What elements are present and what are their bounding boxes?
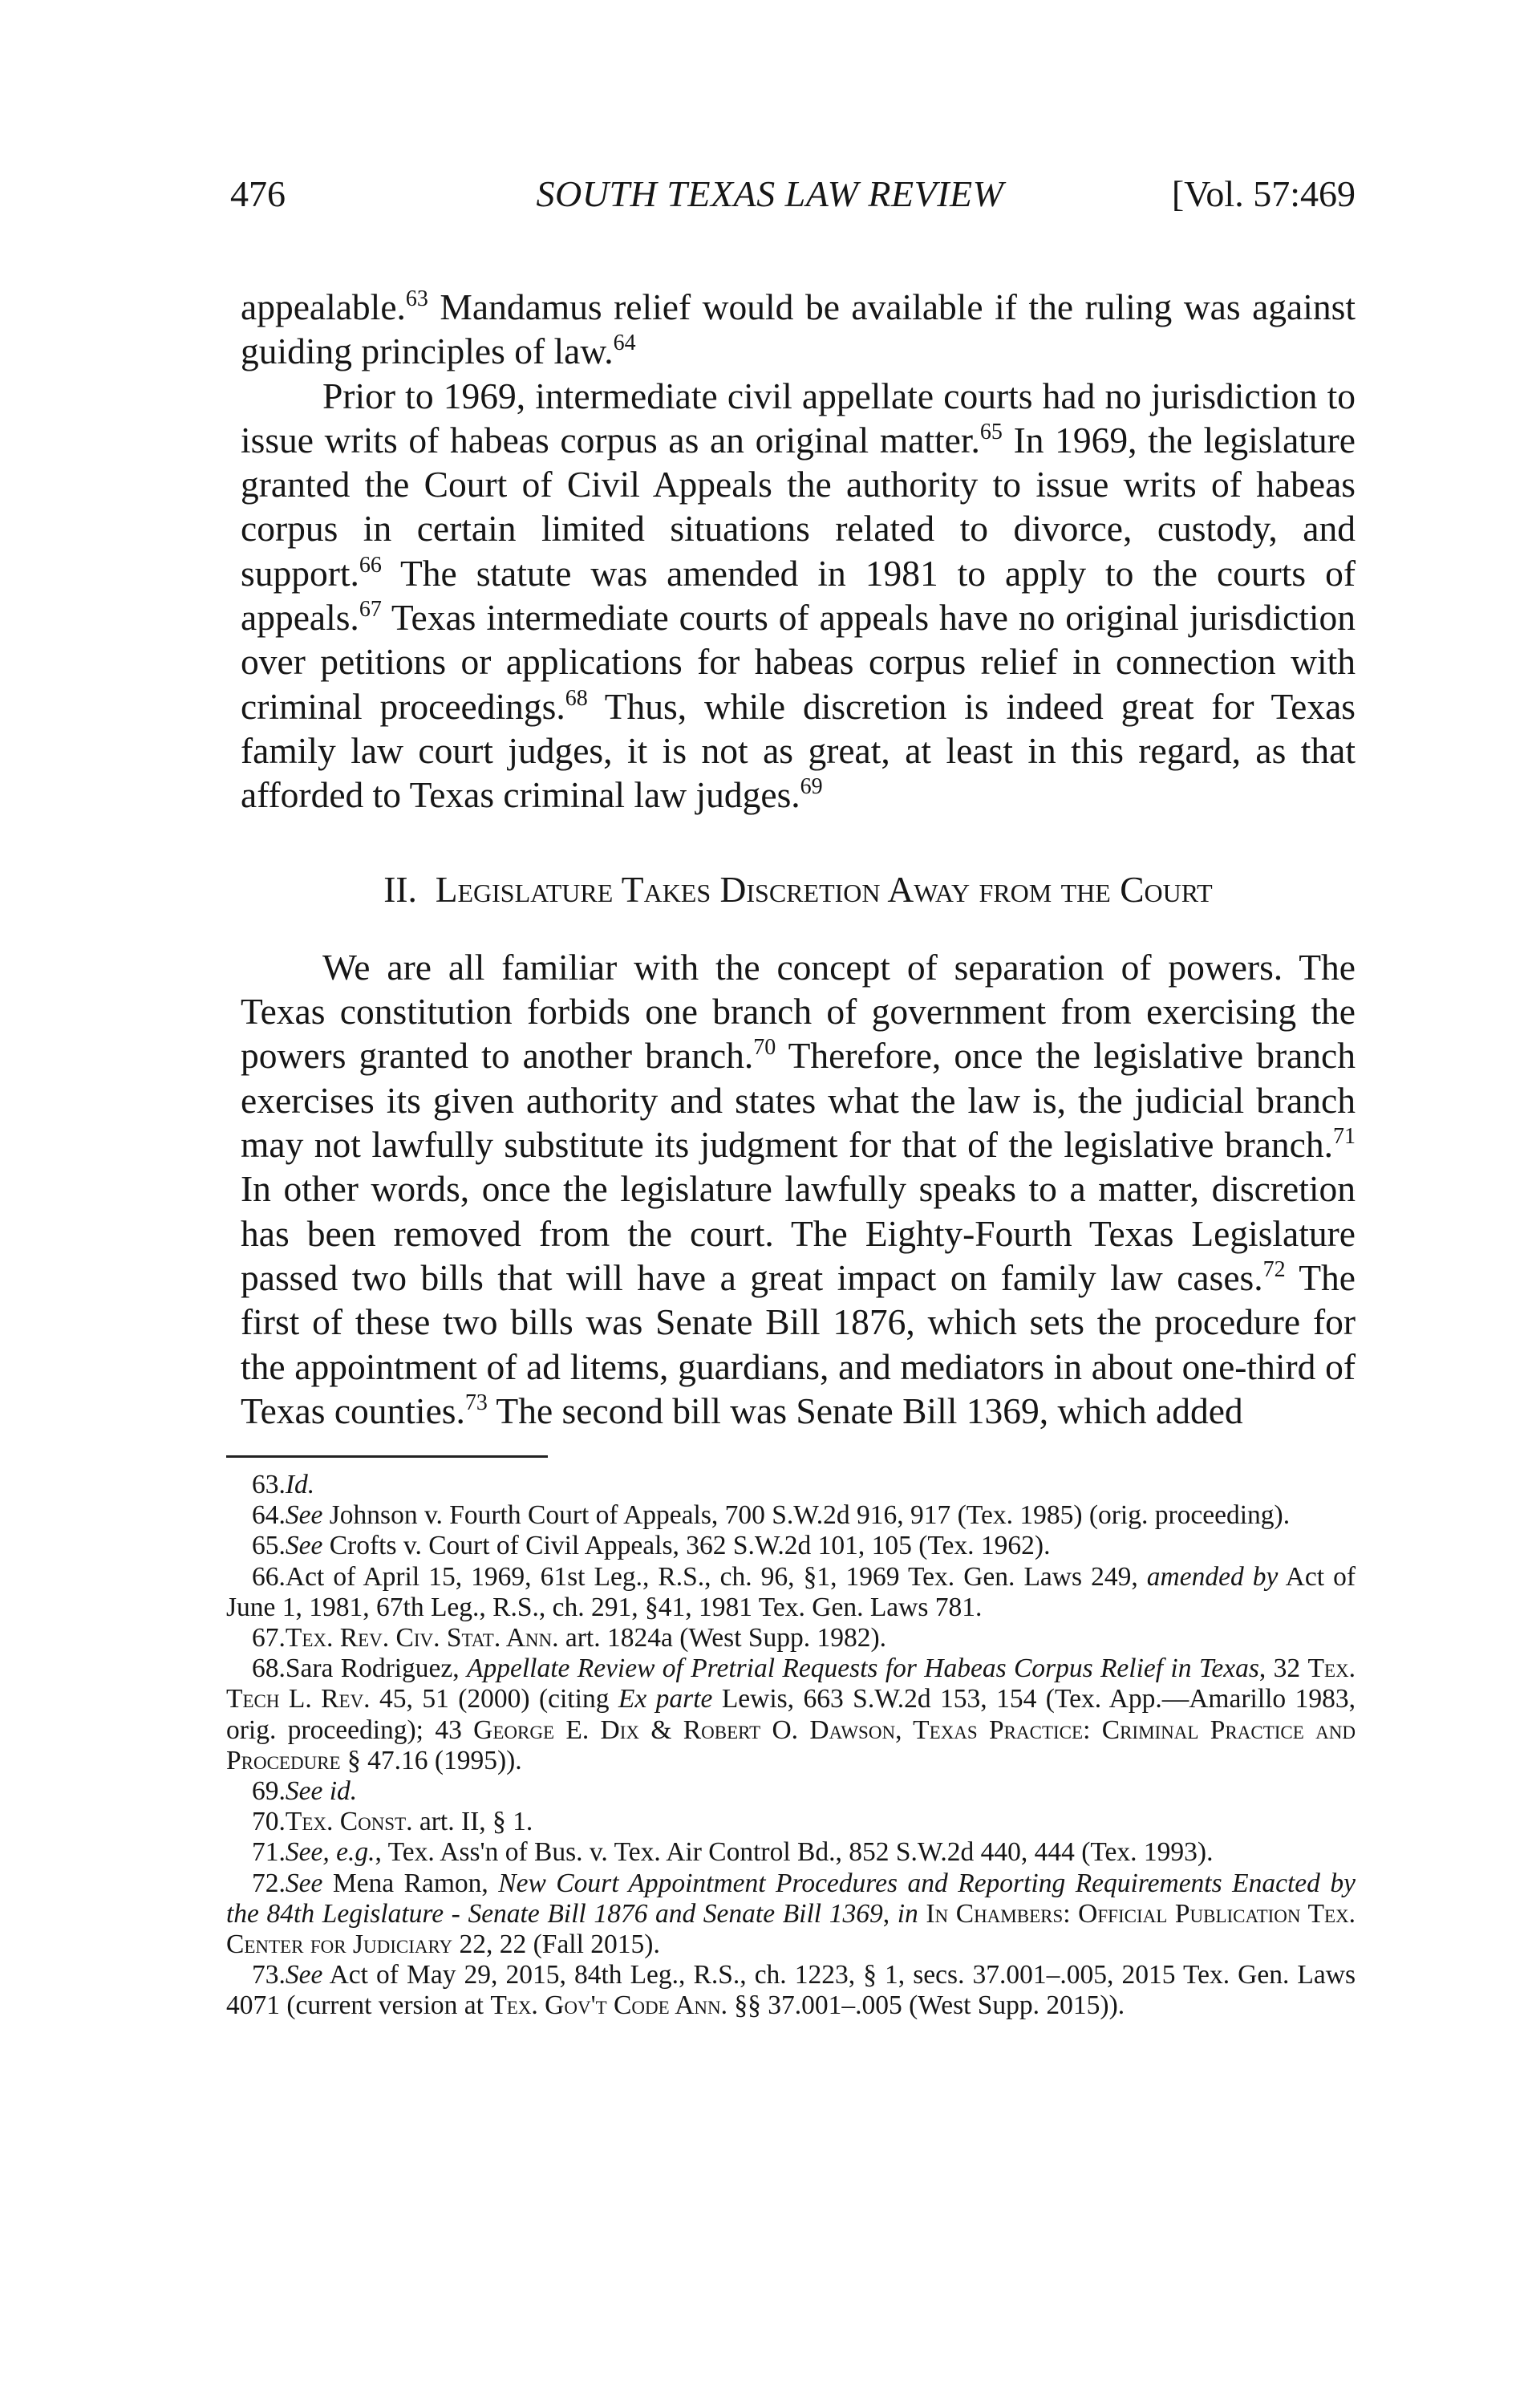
footnote-68: 68.Sara Rodriguez, Appellate Review of Pretrial Requests for Habeas Corpus Relief in Texas, 32 Tex. Tech L. Rev. 45, 51 (2000) (citing Ex parte Lewis, 663 S.W.2d 153, 154 (Tex. App.—Amarillo 1983, orig. proceeding); 43 George E. Dix & Robert O. Dawson, Texas Practice: Criminal Practice and Procedure § 47.16 (1995)). [226, 1653, 1356, 1775]
footnote-ref-65[interactable]: 65 [979, 419, 1003, 444]
footnote-63: 63.Id. [252, 1470, 315, 1499]
footnote-ref-63[interactable]: 63 [405, 286, 428, 311]
journal-title: SOUTH TEXAS LAW REVIEW [536, 173, 1004, 214]
body-text [241, 285, 1356, 1433]
footnote-ref-69[interactable]: 69 [800, 774, 823, 800]
footnotes [226, 1470, 1356, 2022]
footnote-65: 65.See Crofts v. Court of Civil Appeals, 362 S.W.2d 101, 105 (Tex. 1962). [252, 1531, 1051, 1561]
footnote-64: 64.See Johnson v. Fourth Court of Appeals, 700 S.W.2d 916, 917 (Tex. 1985) (orig. proceeding). [252, 1500, 1291, 1531]
footnote-72: 72.See Mena Ramon, New Court Appointment Procedures and Reporting Requirements Enacted by the 84th Legislature - Senate Bill 1876 and Senate Bill 1369, in In Chambers: Official Publication Tex. Center for Judiciary 22, 22 (Fall 2015). [226, 1868, 1356, 1960]
volume-citation: [Vol. 57:469 [1171, 173, 1356, 214]
footnote-divider [226, 1455, 548, 1458]
paragraph-2: Prior to 1969, intermediate civil appellate courts had no jurisdiction to issue writs of habeas corpus as an original matter.$^{65}$ In 1969, the legislature granted the Court of Civil Appeals the authority to issue writs of habeas corpus in certain limited situations related to divorce, custody, and support.$^{66}$ The statute was amended in 1981 to apply to the courts of appeals.$^{67}$ Texas intermediate courts of appeals have no original jurisdiction over petitions or applications for habeas corpus relief in connection with criminal proceedings.$^{68}$ Thus, while discretion is indeed great for Texas family law court judges, it is not as great, at least in this regard, as that afforded to Texas criminal law judges.$^{69}$ [241, 375, 1356, 816]
section-heading [241, 867, 1356, 911]
footnote-73: 73.See Act of May 29, 2015, 84th Leg., R.S., ch. 1223, § 1, secs. 37.001–.005, 2015 Tex. Gen. Laws 4071 (current version at Tex. Gov't Code Ann. §§ 37.001–.005 (West Supp. 2015)). [226, 1960, 1356, 2021]
paragraph-3: We are all familiar with the concept of separation of powers. The Texas constitution forbids one branch of government from exercising the powers granted to another branch.$^{70}$ Therefore, once the legislative branch exercises its given authority and states what the law is, the judicial branch may not lawfully substitute its judgment for that of the legislative branch.$^{71}$ In other words, once the legislature lawfully speaks to a matter, discretion has been removed from the court. The Eighty-Fourth Texas Legislature passed two bills that will have a great impact on family law cases.$^{72}$ The first of these two bills was Senate Bill 1876, which sets the procedure for the appointment of ad litems, guardians, and mediators in about one-third of Texas counties.$^{73}$ The second bill was Senate Bill 1369, which added [241, 946, 1356, 1431]
footnote-70: 70.Tex. Const. art. II, § 1. [252, 1807, 533, 1837]
footnote-ref-71[interactable]: 71 [1333, 1124, 1356, 1150]
footnote-ref-68[interactable]: 68 [565, 685, 588, 711]
footnote-ref-66[interactable]: 66 [359, 552, 382, 578]
footnote-ref-64[interactable]: 64 [613, 331, 636, 356]
section-number: II. [383, 868, 417, 910]
footnote-ref-70[interactable]: 70 [753, 1035, 776, 1061]
page-number: 476 [230, 173, 286, 214]
footnote-69: 69.See id. [252, 1776, 358, 1807]
paragraph-1: appealable.$^{63}$ Mandamus relief would be available if the ruling was against guiding principles of law.$^{64}$ [241, 286, 1356, 372]
footnote-66: 66.Act of April 15, 1969, 61st Leg., R.S., ch. 96, §1, 1969 Tex. Gen. Laws 249, amended by Act of June 1, 1981, 67th Leg., R.S., ch. 291, §41, 1981 Tex. Gen. Laws 781. [226, 1561, 1356, 1622]
section-title: Legislature Takes Discretion Away from the Court [435, 868, 1213, 910]
footnote-71: 71.See, e.g., Tex. Ass'n of Bus. v. Tex. Air Control Bd., 852 S.W.2d 440, 444 (Tex. 1993). [252, 1837, 1214, 1868]
footnote-ref-67[interactable]: 67 [359, 597, 382, 623]
footnote-ref-72[interactable]: 72 [1262, 1256, 1286, 1282]
footnote-ref-73[interactable]: 73 [464, 1390, 488, 1415]
footnote-67: 67.Tex. Rev. Civ. Stat. Ann. art. 1824a (West Supp. 1982). [252, 1623, 887, 1653]
running-header [0, 170, 1540, 218]
